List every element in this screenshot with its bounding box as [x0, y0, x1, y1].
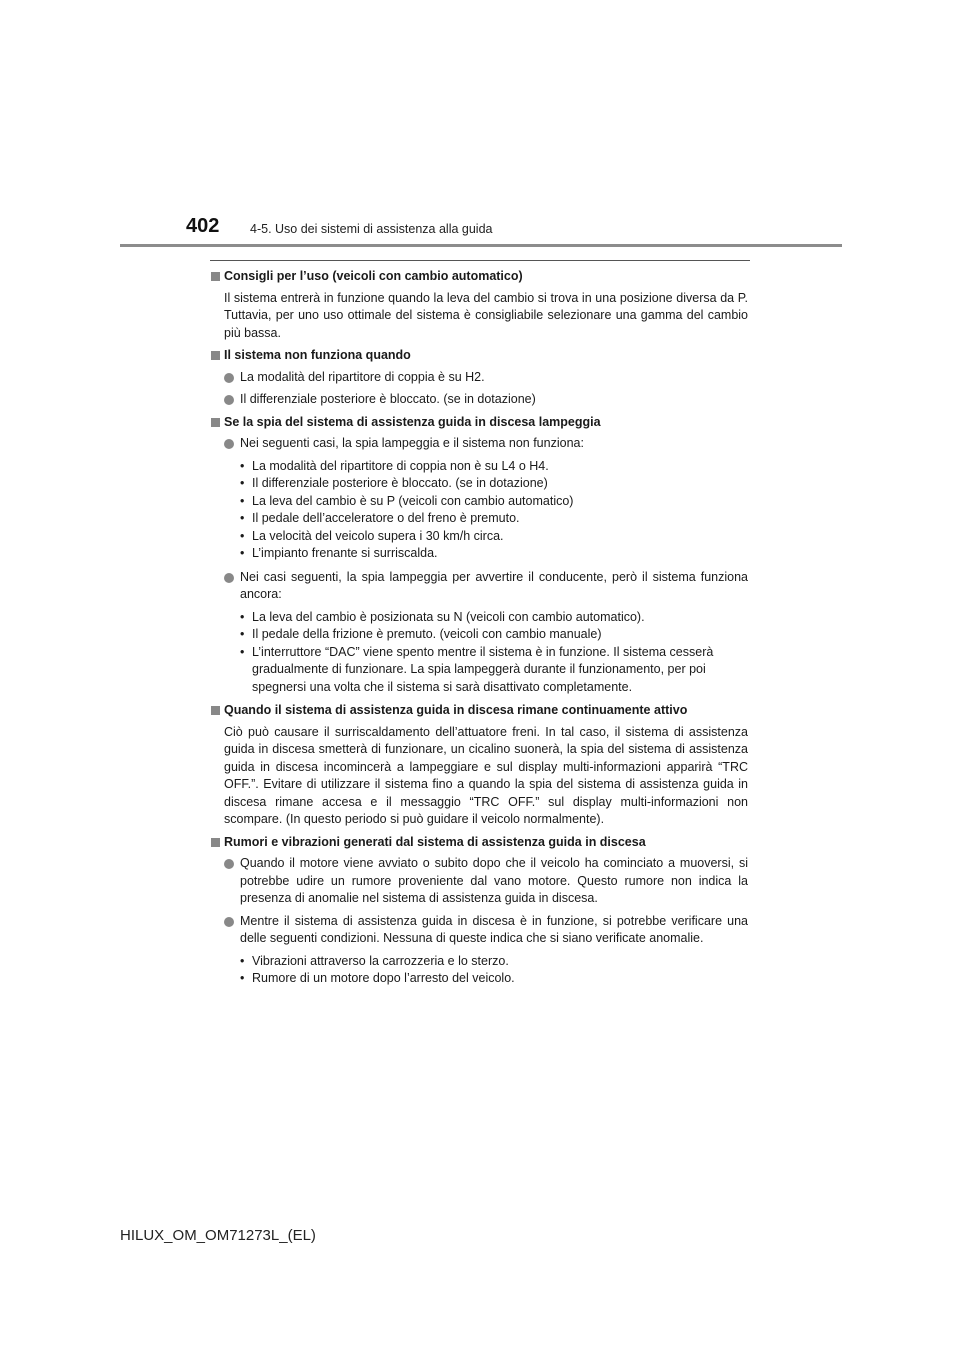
square-bullet-icon — [211, 351, 220, 360]
section-title: Consigli per l’uso (veicoli con cambio automatico) — [210, 268, 748, 286]
list-item: Mentre il sistema di assistenza guida in discesa è in funzione, si potrebbe verificare una delle seguenti condizioni. Nessuna di queste indica che si siano verificate anomalie. — [210, 913, 748, 948]
sub-list — [210, 458, 748, 563]
dot-bullet-icon: • — [240, 546, 245, 560]
sub-list-item: • Vibrazioni attraverso la carrozzeria e lo sterzo. — [240, 953, 748, 971]
section-title: Se la spia del sistema di assistenza guida in discesa lampeggia — [210, 414, 748, 432]
page-number: 402 — [186, 215, 220, 237]
circle-bullet-icon — [224, 439, 234, 449]
sub-list-item: • La modalità del ripartitore di coppia non è su L4 o H4. — [240, 458, 748, 476]
circle-bullet-icon — [224, 917, 234, 927]
square-bullet-icon — [211, 838, 220, 847]
dot-bullet-icon: • — [240, 511, 245, 525]
list-item: La modalità del ripartitore di coppia è su H2. — [210, 369, 748, 387]
chapter-title: 4-5. Uso dei sistemi di assistenza alla guida — [250, 222, 493, 236]
circle-bullet-icon — [224, 859, 234, 869]
section-title: Rumori e vibrazioni generati dal sistema di assistenza guida in discesa — [210, 834, 748, 852]
section-title: Il sistema non funziona quando — [210, 347, 748, 365]
dot-bullet-icon: • — [240, 644, 245, 659]
section-noise-vibration — [210, 834, 748, 988]
section-title: Quando il sistema di assistenza guida in discesa rimane continuamente attivo — [210, 702, 748, 720]
circle-bullet-icon — [224, 373, 234, 383]
square-bullet-icon — [211, 418, 220, 427]
sub-list-item: • La leva del cambio è posizionata su N (veicoli con cambio automatico). — [240, 609, 748, 627]
dot-bullet-icon: • — [240, 476, 245, 490]
footer-code: HILUX_OM_OM71273L_(EL) — [120, 1227, 316, 1244]
dot-bullet-icon: • — [240, 493, 245, 508]
circle-bullet-icon — [224, 573, 234, 583]
circle-bullet-icon — [224, 395, 234, 405]
list-item: Nei seguenti casi, la spia lampeggia e il sistema non funziona: — [210, 435, 748, 453]
square-bullet-icon — [211, 706, 220, 715]
paragraph: Ciò può causare il surriscaldamento dell’attuatore freni. In tal caso, il sistema di assistenza guida in discesa smetterà di funzionare, un cicalino suonerà, la spia del sistema di assistenza guida in discesa incomincerà a lampeggiare e sul display multi-informazioni apparirà “TRC OFF.”. Evitare di utilizzare il sistema fino a quando la spia del sistema di assistenza guida in discesa rimane accesa e il messaggio “TRC OFF.” sul display multi-informazioni non scompare. (In questo periodo si può guidare il veicolo normalmente). — [224, 724, 748, 826]
page-content — [210, 268, 748, 994]
list-item: Nei casi seguenti, la spia lampeggia per avvertire il conducente, però il sistema funziona ancora: — [210, 569, 748, 604]
dot-bullet-icon: • — [240, 458, 245, 473]
sub-list — [210, 953, 748, 988]
dot-bullet-icon: • — [240, 953, 245, 968]
sub-list — [210, 609, 748, 697]
dot-bullet-icon: • — [240, 609, 245, 624]
dot-bullet-icon: • — [240, 627, 245, 641]
sub-list-item: • Rumore di un motore dopo l’arresto del veicolo. — [240, 970, 748, 988]
sub-list-item: • L’interruttore “DAC” viene spento mentre il sistema è in funzione. Il sistema cesserà gradualmente di funzionare. La spia lampeggerà durante il funzionamento, per poi spegnersi una volta che il sistema si sarà disattivato completamente. — [240, 644, 714, 694]
sub-list-item: • Il differenziale posteriore è bloccato. (se in dotazione) — [240, 475, 748, 493]
sub-list-item: • L’impianto frenante si surriscalda. — [240, 545, 748, 563]
paragraph: Il sistema entrerà in funzione quando la leva del cambio si trova in una posizione diversa da P. Tuttavia, per uno uso ottimale del sistema è consigliabile selezionare una gamma del cambio più bassa. — [224, 290, 748, 340]
dot-bullet-icon: • — [240, 971, 245, 985]
list-item: Il differenziale posteriore è bloccato. (se in dotazione) — [210, 391, 748, 409]
section-tips — [210, 268, 748, 342]
sub-list-item: • Il pedale della frizione è premuto. (veicoli con cambio manuale) — [240, 626, 748, 644]
section-continuously-active — [210, 702, 748, 829]
section-not-working — [210, 347, 748, 409]
section-indicator-flashing — [210, 414, 748, 697]
sub-list-item: • La leva del cambio è su P (veicoli con cambio automatico) — [240, 493, 748, 511]
sub-list-item: • La velocità del veicolo supera i 30 km/h circa. — [240, 528, 748, 546]
sub-list-item: • Il pedale dell’acceleratore o del freno è premuto. — [240, 510, 748, 528]
square-bullet-icon — [211, 272, 220, 281]
list-item: Quando il motore viene avviato o subito dopo che il veicolo ha cominciato a muoversi, si potrebbe udire un rumore proveniente dal vano motore. Questo rumore non indica la presenza di anomalie nel sistema di assistenza guida in discesa. — [210, 855, 748, 908]
header-divider — [120, 244, 842, 247]
section-divider — [210, 260, 750, 261]
dot-bullet-icon: • — [240, 528, 245, 543]
